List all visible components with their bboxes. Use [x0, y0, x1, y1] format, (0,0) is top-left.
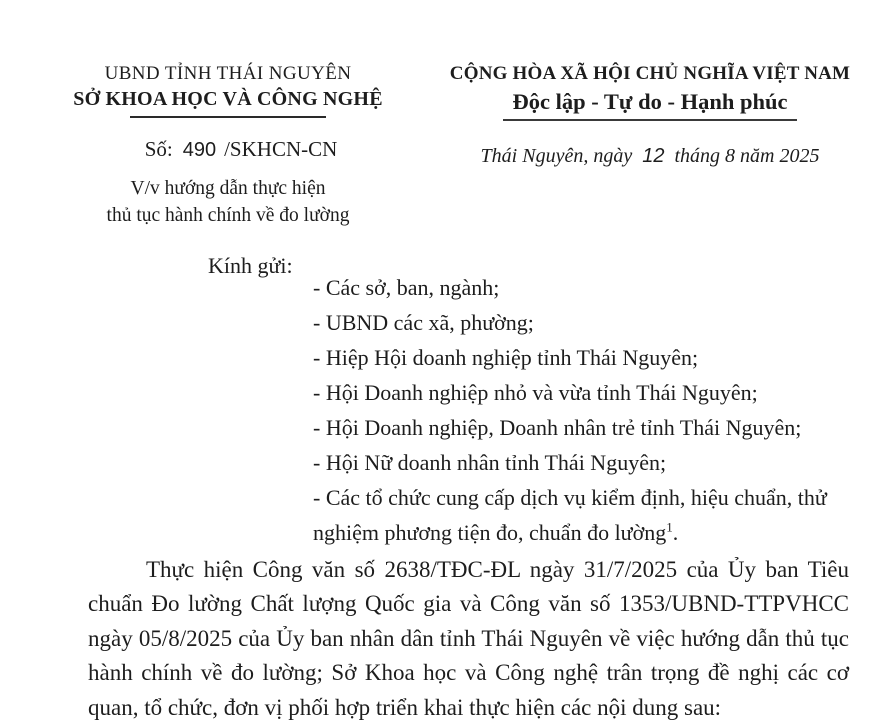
recipient-item: - Các sở, ban, ngành; — [313, 275, 500, 300]
dateline-day: 12 — [642, 145, 665, 167]
recipient-item: - Hội Nữ doanh nhân tỉnh Thái Nguyên; — [313, 450, 667, 475]
motto-line: Độc lập - Tự do - Hạnh phúc — [512, 89, 788, 114]
recipient-item-with-footnote — [313, 480, 865, 550]
body-paragraph: Thực hiện Công văn số 2638/TĐC-ĐL ngày 31/7/2025 của Ủy ban Tiêu chuẩn Đo lường Chất lượng Quốc gia và Công văn số 1353/UBND-TTPVHCC ngày 05/8/2025 của Ủy ban nhân dân tỉnh Thái Nguyên về việc hướng dẫn thủ tục hành chính về đo lường; Sở Khoa học và Công nghệ trân trọng đề nghị các cơ quan, tổ chức, đơn vị phối hợp triển khai thực hiện các nội dung sau: — [88, 557, 849, 720]
doc-number-suffix: /SKHCN-CN — [224, 137, 338, 161]
recipient-text: - Các tổ chức cung cấp dịch vụ kiểm định, hiệu chuẩn, thử nghiệm phương tiện đo, chuẩn đo lường — [313, 485, 827, 545]
issuer-underline-rule — [130, 116, 326, 118]
subject-line-1: V/v hướng dẫn thực hiện — [130, 178, 326, 199]
salutation-label: Kính gửi: — [208, 253, 293, 278]
motto-underline-rule — [503, 119, 797, 121]
dateline-prefix: Thái Nguyên, ngày — [480, 145, 633, 167]
subject-line-2: thủ tục hành chính về đo lường — [106, 205, 350, 226]
doc-number-line — [38, 136, 418, 163]
dateline-suffix: tháng 8 năm 2025 — [674, 145, 820, 167]
issuer-parent-org: UBND TỈNH THÁI NGUYÊN — [104, 63, 352, 84]
recipient-item: - UBND các xã, phường; — [313, 310, 534, 335]
recipient-terminator: . — [672, 520, 679, 545]
country-line: CỘNG HÒA XÃ HỘI CHỦ NGHĨA VIỆT NAM — [449, 63, 851, 84]
issuer-block — [38, 62, 418, 229]
recipients-list — [313, 270, 865, 550]
doc-number-label: Số: — [144, 137, 173, 161]
issuer-org-name: SỞ KHOA HỌC VÀ CÔNG NGHỆ — [73, 88, 383, 110]
dateline — [420, 143, 880, 169]
recipient-item: - Hội Doanh nghiệp nhỏ và vừa tỉnh Thái Nguyên; — [313, 380, 758, 405]
national-header-block — [420, 62, 880, 169]
recipient-item: - Hội Doanh nghiệp, Doanh nhân trẻ tỉnh Thái Nguyên; — [313, 415, 802, 440]
recipient-item: - Hiệp Hội doanh nghiệp tỉnh Thái Nguyên; — [313, 345, 699, 370]
footnote-reference: 1 — [666, 519, 673, 535]
doc-number-value: 490 — [182, 139, 217, 161]
